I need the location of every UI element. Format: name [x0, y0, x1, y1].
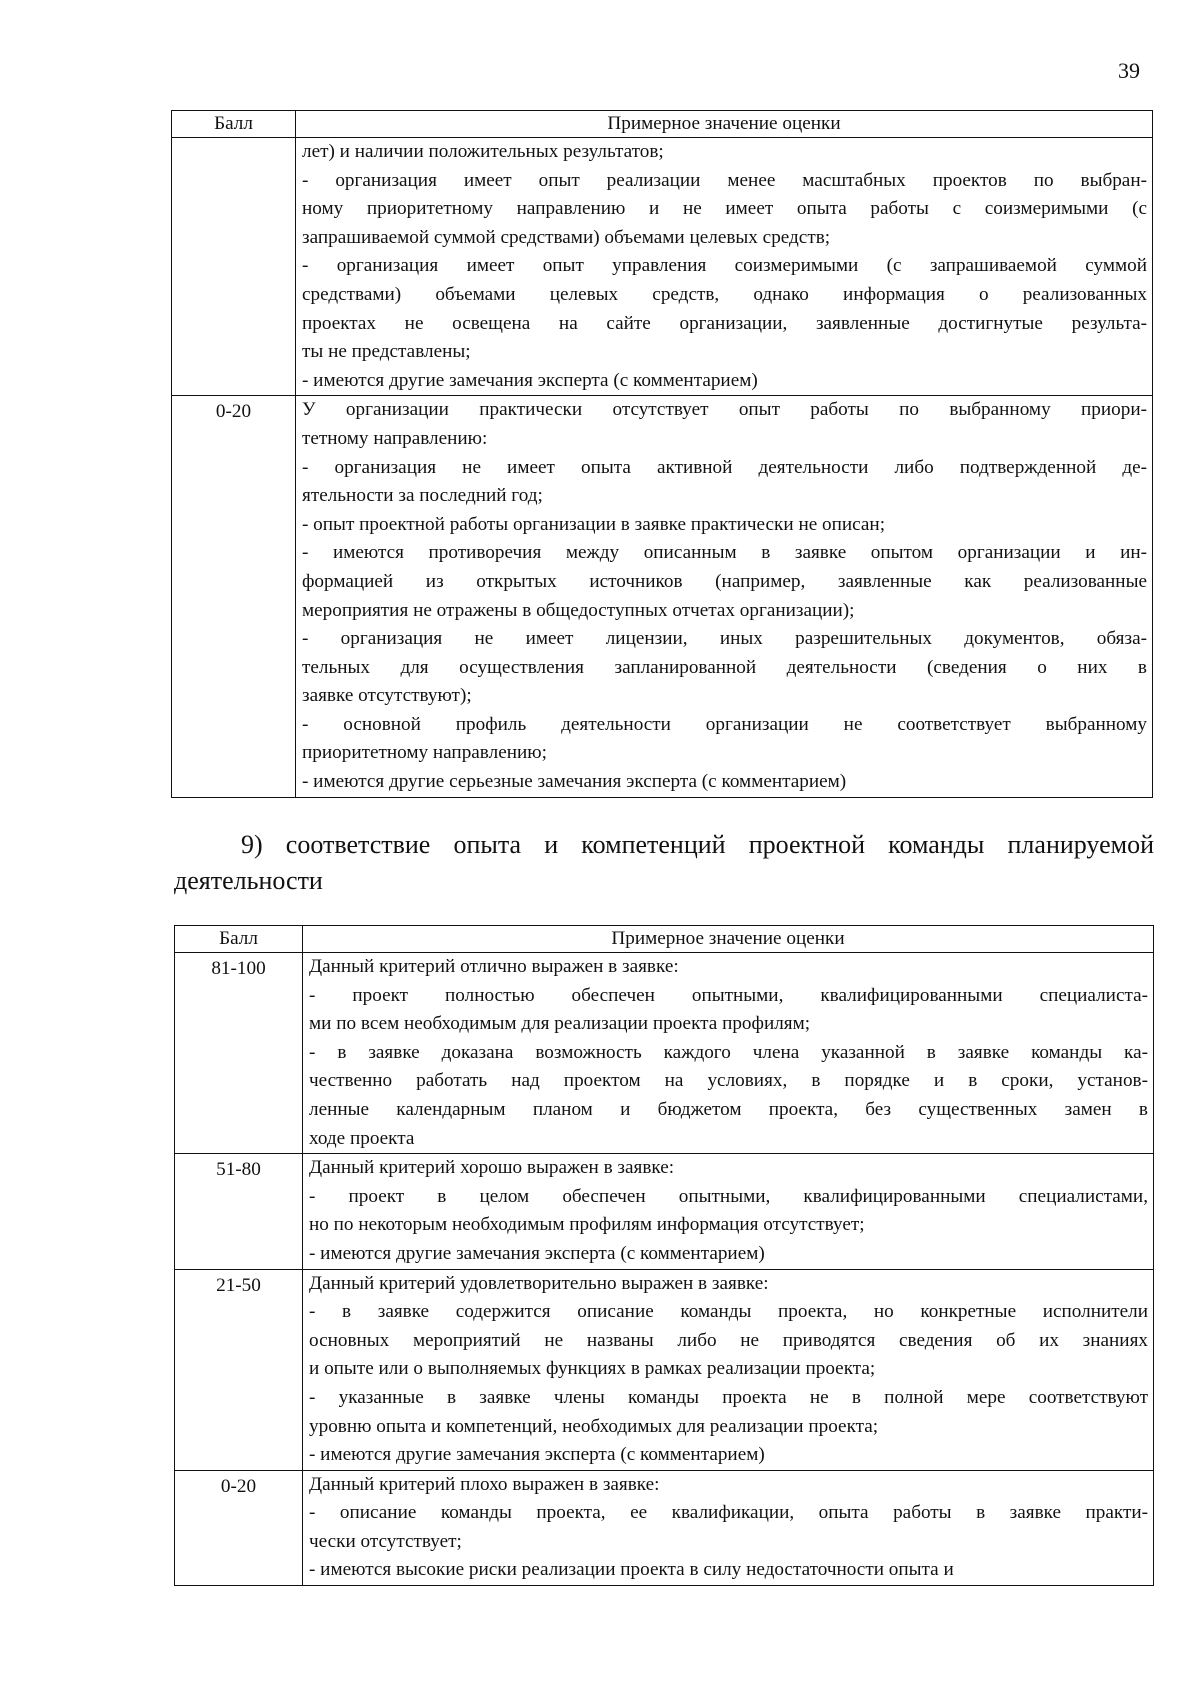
description-line: - имеются другие замечания эксперта (с комментарием)	[302, 369, 758, 391]
description-cell	[303, 1269, 1154, 1470]
description-line: - описание команды проекта, ее квалификации, опыта работы в заявке практи-	[309, 1502, 1148, 1524]
description-line: - в заявке доказана возможность каждого члена указанной в заявке команды ка-	[309, 1041, 1148, 1063]
table-row	[175, 1154, 1154, 1269]
description-line: мероприятия не отражены в общедоступных отчетах организации);	[302, 599, 855, 621]
description-line: - проект полностью обеспечен опытными, квалифицированными специалиста-	[309, 984, 1148, 1006]
description-line: - имеются противоречия между описанным в заявке опытом организации и ин-	[302, 542, 1147, 564]
description-line: чески отсутствует;	[309, 1530, 462, 1552]
score-cell: 81-100	[175, 953, 303, 1154]
description-line: ленные календарным планом и бюджетом проекта, без существенных замен в	[309, 1098, 1148, 1120]
description-line: но по некоторым необходимым профилям информация отсутствует;	[309, 1214, 865, 1236]
description-line: - организация имеет опыт управления соизмеримыми (с запрашиваемой суммой	[302, 255, 1147, 277]
header-score: Балл	[172, 111, 296, 138]
description-cell	[296, 396, 1153, 797]
description-line: Данный критерий удовлетворительно выражен в заявке:	[309, 1272, 769, 1294]
description-line: - имеются другие замечания эксперта (с комментарием)	[309, 1242, 765, 1264]
header-score: Балл	[175, 926, 303, 953]
table-header-row	[175, 926, 1154, 953]
section-heading	[174, 827, 1154, 899]
description-cell	[303, 1470, 1154, 1585]
table-row	[175, 1470, 1154, 1585]
table-header-row	[172, 111, 1153, 138]
table-row	[172, 396, 1153, 797]
description-line: ному приоритетному направлению и не имеет опыта работы с соизмеримыми (с	[302, 198, 1147, 220]
description-line: формацией из открытых источников (например, заявленные как реализованные	[302, 570, 1147, 592]
description-line: основных мероприятий не названы либо не приводятся сведения об их знаниях	[309, 1329, 1148, 1351]
description-cell	[296, 138, 1153, 396]
description-line: - имеются высокие риски реализации проекта в силу недостаточности опыта и	[309, 1559, 954, 1581]
description-line: У организации практически отсутствует опыт работы по выбранному приори-	[302, 399, 1147, 421]
description-line: - имеются другие замечания эксперта (с комментарием)	[309, 1444, 765, 1466]
section-heading-line-1: 9) соответствие опыта и компетенций проектной команды планируемой	[241, 830, 1154, 859]
criteria-table-8	[171, 110, 1153, 798]
score-cell: 0-20	[172, 396, 296, 797]
description-line: - организация не имеет лицензии, иных разрешительных документов, обяза-	[302, 628, 1147, 650]
description-line: уровню опыта и компетенций, необходимых для реализации проекта;	[309, 1415, 879, 1437]
description-line: Данный критерий отлично выражен в заявке:	[309, 956, 679, 977]
description-line: Данный критерий хорошо выражен в заявке:	[309, 1157, 675, 1179]
description-line: - проект в целом обеспечен опытными, квалифицированными специалистами,	[309, 1185, 1148, 1207]
score-cell: 21-50	[175, 1269, 303, 1470]
page-number: 39	[1118, 58, 1140, 83]
description-line: - опыт проектной работы организации в заявке практически не описан;	[302, 513, 886, 535]
score-cell: 51-80	[175, 1154, 303, 1269]
table-row	[172, 138, 1153, 396]
header-description: Примерное значение оценки	[296, 111, 1153, 138]
section-heading-line-2: деятельности	[174, 866, 323, 895]
description-line: средствами) объемами целевых средств, однако информация о реализованных	[302, 283, 1147, 305]
description-line: проектах не освещена на сайте организации, заявленные достигнутые результа-	[302, 312, 1147, 334]
description-line: - организация не имеет опыта активной деятельности либо подтвержденной де-	[302, 456, 1147, 478]
description-line: и опыте или о выполняемых функциях в рамках реализации проекта;	[309, 1358, 876, 1380]
score-cell	[172, 138, 296, 396]
table-row	[175, 1269, 1154, 1470]
description-line: чественно работать над проектом на условиях, в порядке и в сроки, установ-	[309, 1070, 1148, 1092]
description-line: ми по всем необходимым для реализации проекта профилям;	[309, 1013, 811, 1035]
description-line: запрашиваемой суммой средствами) объемами целевых средств;	[302, 226, 831, 248]
description-line: - в заявке содержится описание команды проекта, но конкретные исполнители	[309, 1301, 1148, 1323]
header-description: Примерное значение оценки	[303, 926, 1154, 953]
description-line: - основной профиль деятельности организации не соответствует выбранному	[302, 713, 1147, 735]
description-line: - организация имеет опыт реализации менее масштабных проектов по выбран-	[302, 169, 1147, 191]
description-cell	[303, 1154, 1154, 1269]
criteria-table-9	[174, 925, 1154, 1586]
description-line: - указанные в заявке члены команды проекта не в полной мере соответствуют	[309, 1386, 1148, 1408]
description-line: Данный критерий плохо выражен в заявке:	[309, 1473, 660, 1495]
description-cell	[303, 953, 1154, 1154]
description-line: тельных для осуществления запланированной деятельности (сведения о них в	[302, 656, 1147, 678]
description-line: заявке отсутствуют);	[302, 685, 472, 707]
table-row	[175, 953, 1154, 1154]
description-line: - имеются другие серьезные замечания эксперта (с комментарием)	[302, 771, 847, 793]
description-line: тетному направлению:	[302, 427, 488, 449]
description-line: ходе проекта	[309, 1127, 415, 1149]
description-line: приоритетному направлению;	[302, 742, 547, 764]
description-line: ятельности за последний год;	[302, 485, 543, 507]
description-line: лет) и наличии положительных результатов;	[302, 141, 664, 162]
score-cell: 0-20	[175, 1470, 303, 1585]
description-line: ты не представлены;	[302, 341, 471, 363]
